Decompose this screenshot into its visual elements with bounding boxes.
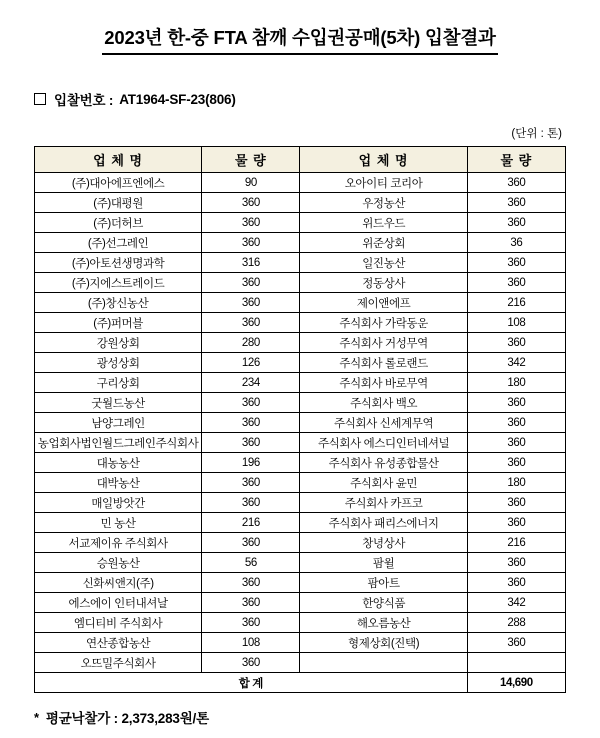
cell-quantity-left: 360 <box>202 213 300 233</box>
cell-company-right: 주식회사 윤민 <box>300 473 467 493</box>
cell-company-right: 주식회사 에스디인터네셔널 <box>300 433 467 453</box>
table-row <box>35 313 566 333</box>
cell-company-left: (주)퍼머블 <box>35 313 202 333</box>
cell-quantity-left: 280 <box>202 333 300 353</box>
table-row <box>35 553 566 573</box>
footer-note-row <box>34 707 566 727</box>
table-row <box>35 373 566 393</box>
cell-quantity-right: 360 <box>467 273 565 293</box>
table-row <box>35 613 566 633</box>
cell-quantity-left: 360 <box>202 613 300 633</box>
cell-quantity-right: 342 <box>467 353 565 373</box>
cell-company-right: 주식회사 거성무역 <box>300 333 467 353</box>
cell-quantity-left: 360 <box>202 413 300 433</box>
cell-quantity-left: 360 <box>202 653 300 673</box>
cell-company-right: 위준상회 <box>300 233 467 253</box>
cell-quantity-left: 196 <box>202 453 300 473</box>
cell-quantity-left: 56 <box>202 553 300 573</box>
cell-quantity-right: 288 <box>467 613 565 633</box>
table-row <box>35 493 566 513</box>
table-row <box>35 393 566 413</box>
cell-quantity-right: 360 <box>467 453 565 473</box>
bid-number-row <box>34 89 566 109</box>
table-row <box>35 473 566 493</box>
cell-company-left: 구리상회 <box>35 373 202 393</box>
header-quantity-left: 물 량 <box>202 147 300 173</box>
cell-company-left: 농업회사법인월드그레인주식회사 <box>35 433 202 453</box>
cell-quantity-right: 360 <box>467 493 565 513</box>
table-row <box>35 413 566 433</box>
cell-quantity-left: 90 <box>202 173 300 193</box>
table-row <box>35 273 566 293</box>
cell-company-right: 주식회사 카프코 <box>300 493 467 513</box>
table-header <box>35 147 566 173</box>
cell-company-right: 주식회사 백오 <box>300 393 467 413</box>
table-body <box>35 173 566 673</box>
square-bullet-icon <box>34 93 46 105</box>
cell-company-left: 엠디티비 주식회사 <box>35 613 202 633</box>
cell-company-left: 대박농산 <box>35 473 202 493</box>
cell-company-left: 강원상회 <box>35 333 202 353</box>
table-row <box>35 193 566 213</box>
table-row <box>35 453 566 473</box>
cell-quantity-left: 360 <box>202 593 300 613</box>
table-row <box>35 593 566 613</box>
table-row <box>35 573 566 593</box>
total-row <box>35 673 566 693</box>
cell-quantity-right: 360 <box>467 633 565 653</box>
cell-quantity-right: 360 <box>467 253 565 273</box>
cell-company-right: 주식회사 유성종합물산 <box>300 453 467 473</box>
cell-company-left: 연산종합농산 <box>35 633 202 653</box>
cell-company-right: 팜윌 <box>300 553 467 573</box>
cell-company-left: (주)더허브 <box>35 213 202 233</box>
cell-company-right <box>300 653 467 673</box>
cell-company-right: 제이앤에프 <box>300 293 467 313</box>
cell-company-left: 남양그레인 <box>35 413 202 433</box>
cell-company-right: 해오름농산 <box>300 613 467 633</box>
unit-note: (단위 : 톤) <box>511 128 562 140</box>
cell-quantity-left: 216 <box>202 513 300 533</box>
bid-results-table <box>34 146 566 693</box>
cell-quantity-left: 360 <box>202 193 300 213</box>
asterisk-icon: * <box>34 709 39 725</box>
cell-company-left: 민 농산 <box>35 513 202 533</box>
cell-company-left: 승원농산 <box>35 553 202 573</box>
cell-quantity-right: 360 <box>467 553 565 573</box>
total-label: 합 계 <box>35 673 468 693</box>
table-row <box>35 253 566 273</box>
cell-quantity-left: 108 <box>202 633 300 653</box>
cell-company-right: 주식회사 신세계무역 <box>300 413 467 433</box>
table-row <box>35 173 566 193</box>
cell-quantity-right <box>467 653 565 673</box>
cell-quantity-right: 180 <box>467 473 565 493</box>
table-row <box>35 333 566 353</box>
header-quantity-right: 물 량 <box>467 147 565 173</box>
cell-quantity-right: 180 <box>467 373 565 393</box>
cell-quantity-right: 360 <box>467 333 565 353</box>
cell-quantity-left: 360 <box>202 493 300 513</box>
cell-company-right: 주식회사 롤로랜드 <box>300 353 467 373</box>
cell-quantity-left: 360 <box>202 273 300 293</box>
cell-company-left: (주)대평원 <box>35 193 202 213</box>
table-row <box>35 213 566 233</box>
cell-company-right: 팜아트 <box>300 573 467 593</box>
table-row <box>35 653 566 673</box>
cell-company-right: 오아이티 코리아 <box>300 173 467 193</box>
cell-company-right: 창녕상사 <box>300 533 467 553</box>
cell-quantity-left: 360 <box>202 293 300 313</box>
cell-quantity-left: 316 <box>202 253 300 273</box>
cell-quantity-left: 360 <box>202 393 300 413</box>
cell-company-right: 주식회사 바로무역 <box>300 373 467 393</box>
cell-company-left: (주)대아에프엔에스 <box>35 173 202 193</box>
cell-company-left: (주)창신농산 <box>35 293 202 313</box>
cell-quantity-right: 360 <box>467 393 565 413</box>
cell-company-right: 위드우드 <box>300 213 467 233</box>
header-company-left: 업 체 명 <box>35 147 202 173</box>
cell-company-left: (주)지에스트레이드 <box>35 273 202 293</box>
cell-company-left: 오뜨밀주식회사 <box>35 653 202 673</box>
cell-quantity-right: 360 <box>467 173 565 193</box>
total-value: 14,690 <box>467 673 565 693</box>
table-footer <box>35 673 566 693</box>
table-row <box>35 233 566 253</box>
cell-quantity-right: 360 <box>467 513 565 533</box>
cell-quantity-right: 360 <box>467 413 565 433</box>
cell-quantity-right: 360 <box>467 213 565 233</box>
cell-quantity-left: 360 <box>202 313 300 333</box>
cell-company-right: 일진농산 <box>300 253 467 273</box>
cell-quantity-left: 360 <box>202 433 300 453</box>
page-title-wrap <box>34 24 566 55</box>
cell-quantity-left: 360 <box>202 573 300 593</box>
cell-quantity-right: 216 <box>467 293 565 313</box>
page-title: 2023년 한-중 FTA 참깨 수입권공매(5차) 입찰결과 <box>102 24 497 55</box>
cell-quantity-right: 360 <box>467 433 565 453</box>
cell-quantity-left: 234 <box>202 373 300 393</box>
cell-company-left: 에스에이 인터내셔날 <box>35 593 202 613</box>
cell-company-left: 굿월드농산 <box>35 393 202 413</box>
cell-company-left: 광성상회 <box>35 353 202 373</box>
cell-company-left: 매일방앗간 <box>35 493 202 513</box>
cell-quantity-right: 108 <box>467 313 565 333</box>
cell-quantity-left: 126 <box>202 353 300 373</box>
cell-company-left: 신화씨앤지(주) <box>35 573 202 593</box>
table-row <box>35 513 566 533</box>
cell-company-right: 주식회사 패리스에너지 <box>300 513 467 533</box>
cell-quantity-left: 360 <box>202 233 300 253</box>
table-row <box>35 633 566 653</box>
table-row <box>35 533 566 553</box>
cell-quantity-right: 216 <box>467 533 565 553</box>
bid-number-value: AT1964-SF-23(806) <box>119 91 236 107</box>
table-row <box>35 353 566 373</box>
cell-company-right: 정동상사 <box>300 273 467 293</box>
document-page <box>0 24 600 738</box>
cell-company-right: 우정농산 <box>300 193 467 213</box>
cell-quantity-left: 360 <box>202 533 300 553</box>
cell-company-left: 서교제이유 주식회사 <box>35 533 202 553</box>
cell-company-right: 주식회사 가락동운 <box>300 313 467 333</box>
cell-company-left: (주)아토션생명과학 <box>35 253 202 273</box>
cell-quantity-right: 36 <box>467 233 565 253</box>
cell-quantity-left: 360 <box>202 473 300 493</box>
average-price-note: 평균낙찰가 : 2,373,283원/톤 <box>45 711 209 726</box>
cell-quantity-right: 360 <box>467 573 565 593</box>
bid-number-label: 입찰번호 : <box>54 93 114 108</box>
cell-company-right: 한양식품 <box>300 593 467 613</box>
table-header-row <box>35 147 566 173</box>
cell-quantity-right: 360 <box>467 193 565 213</box>
header-company-right: 업 체 명 <box>300 147 467 173</box>
cell-company-left: 대농농산 <box>35 453 202 473</box>
cell-company-right: 형제상회(진택) <box>300 633 467 653</box>
table-row <box>35 293 566 313</box>
cell-company-left: (주)선그레인 <box>35 233 202 253</box>
table-row <box>35 433 566 453</box>
cell-quantity-right: 342 <box>467 593 565 613</box>
